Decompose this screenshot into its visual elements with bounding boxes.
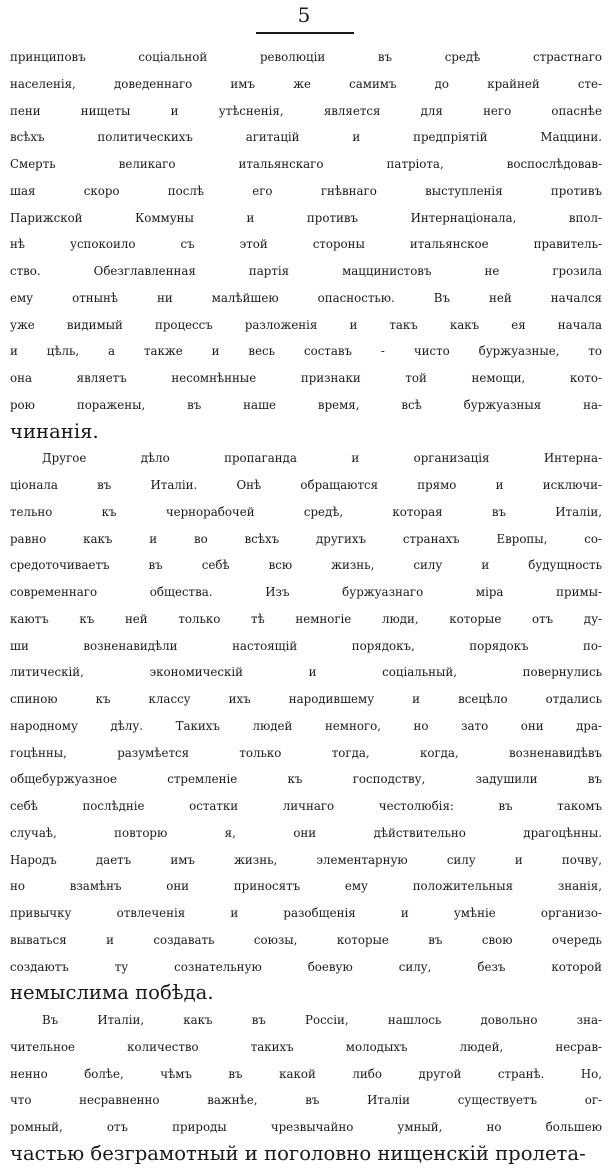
text-line: ромный, отъ природы чрезвычайно умный, но большею xyxy=(10,1120,602,1134)
text-line: и цѣль, а также и весь составъ - чисто буржуазные, то xyxy=(10,344,602,359)
text-line: Смерть великаго итальянскаго патріота, воспослѣдовав- xyxy=(10,157,602,171)
text-line: общебуржуазное стремленіе къ господству, задушили въ xyxy=(10,772,602,787)
text-line: Народъ даетъ имъ жизнь, элементарную силу и почву, xyxy=(10,852,602,867)
text-line: шая скоро послѣ его гнѣвнаго выступленія противъ xyxy=(10,183,602,198)
text-line: Въ Италіи, какъ въ Россіи, нашлось довольно зна- xyxy=(42,1013,602,1027)
body-text xyxy=(10,44,602,1168)
text-line: равно какъ и во всѣхъ другихъ странахъ Европы, со- xyxy=(10,531,602,546)
text-line: ненно болѣе, чѣмъ въ какой либо другой странѣ. Но, xyxy=(10,1066,602,1081)
header-rule xyxy=(256,32,354,34)
text-line: гоцѣнны, разумѣется только тогда, когда, возненавидѣвъ xyxy=(10,745,602,760)
text-line: Парижской Коммуны и противъ Интернаціонала, впол- xyxy=(10,210,602,225)
text-line: ціонала въ Италіи. Онѣ обращаются прямо и исключи- xyxy=(10,478,602,492)
text-line: вываться и создавать союзы, которые въ свою очередь xyxy=(10,932,602,947)
text-line: немыслима побѣда. xyxy=(10,981,214,1005)
text-line: тельно къ чернорабочей средѣ, которая въ Италіи, xyxy=(10,504,602,519)
text-line: каютъ къ ней только тѣ немногіе люди, которые отъ ду- xyxy=(10,611,602,626)
text-line: привычку отвлеченія и разобщенія и умѣніе организо- xyxy=(10,906,602,920)
text-line: рою поражены, въ наше время, всѣ буржуазныя на- xyxy=(10,397,602,412)
text-line: создаютъ ту сознательную боевую силу, безъ которой xyxy=(10,959,602,974)
text-line: нѣ успокоило съ этой стороны итальянское правитель- xyxy=(10,237,602,252)
text-line: ему отнынѣ ни малѣйшею опасностью. Въ ней начался xyxy=(10,290,602,305)
text-line: населенія, доведеннаго имъ же самимъ до крайней сте- xyxy=(10,76,602,91)
text-line: частью безграмотный и поголовно нищенскій пролета- xyxy=(10,1141,586,1165)
text-line: спиною къ классу ихъ народившему и всецѣло отдались xyxy=(10,692,602,706)
text-line: литическій, экономическій и соціальный, повернулись xyxy=(10,665,602,680)
text-line: Другое дѣло пропаганда и организація Интерна- xyxy=(42,451,602,466)
text-line: современнаго общества. Изъ буржуазнаго міра примы- xyxy=(10,585,602,599)
text-line: что несравненно важнѣе, въ Италіи существуетъ ог- xyxy=(10,1093,602,1108)
text-line: пени нищеты и утѣсненія, является для него опаснѣе xyxy=(10,103,602,118)
text-line: уже видимый процессъ разложенія и такъ какъ ея начала xyxy=(10,317,602,332)
text-line: но взамѣнъ они приносятъ ему положительныя знанія, xyxy=(10,879,602,894)
text-line: ство. Обезглавленная партія маццинистовъ не грозила xyxy=(10,264,602,278)
text-line: себѣ послѣдніе остатки личнаго честолюбія: въ такомъ xyxy=(10,799,602,813)
text-line: всѣхъ политическихъ агитацій и предпріятій Маццини. xyxy=(10,130,602,145)
text-line: случаѣ, повторю я, они дѣйствительно драгоцѣнны. xyxy=(10,825,602,840)
text-line: принциповъ соціальной революціи въ средѣ страстнаго xyxy=(10,50,602,64)
page-number: 5 xyxy=(297,3,311,27)
text-line: народному дѣлу. Такихъ людей немного, но зато они дра- xyxy=(10,718,602,733)
text-line: ши возненавидѣли настоящій порядокъ, порядокъ по- xyxy=(10,638,602,653)
text-line: средоточиваетъ въ себѣ всю жизнь, силу и будущность xyxy=(10,558,602,573)
text-line: она являетъ несомнѣнные признаки той немощи, кото- xyxy=(10,371,602,385)
text-line: чинанія. xyxy=(10,419,99,443)
text-line: чительное количество такихъ молодыхъ людей, несрав- xyxy=(10,1039,602,1054)
